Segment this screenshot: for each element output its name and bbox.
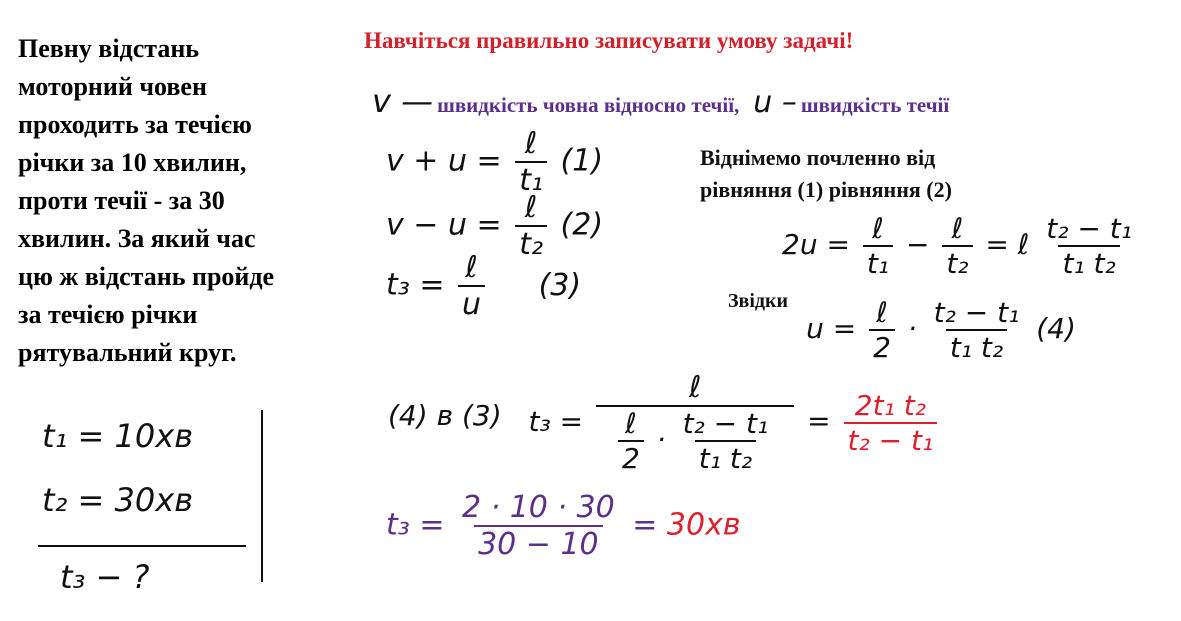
- 2u-f3-num: t₂ − t₁: [1046, 212, 1132, 245]
- hence-f1-den: 2: [869, 329, 895, 364]
- substitution-inner-num: ℓ: [625, 407, 637, 440]
- 2u-lhs: 2u =: [782, 228, 850, 261]
- problem-line: проти течії - за 30: [18, 186, 225, 215]
- given-t2: t₂ = 30хв: [42, 481, 194, 519]
- 2u-f1-den: t₁: [863, 245, 893, 280]
- 2u-f3-den: t₁ t₂: [1058, 245, 1119, 280]
- 2u-f2-den: t₂: [942, 245, 972, 280]
- hence-fraction-1: [869, 296, 895, 364]
- final-fraction: [458, 490, 619, 562]
- substitution-result: [844, 389, 938, 457]
- substitution-main-fraction: [596, 370, 794, 475]
- substitution-inner-den: 2: [618, 440, 644, 475]
- 2u-fraction-3: [1042, 212, 1136, 280]
- hence-dot: ·: [907, 312, 917, 345]
- eq3-num: ℓ: [465, 250, 478, 285]
- given-vertical-line: [261, 410, 263, 582]
- subtract-line-2: рівняння (1) рівняння (2): [700, 177, 952, 202]
- problem-line: рятувальний круг.: [18, 338, 237, 367]
- problem-line: проходить за течією: [18, 110, 252, 139]
- final-answer: 30хв: [666, 507, 741, 543]
- hence-tag: (4): [1036, 312, 1076, 345]
- final-row: [386, 490, 741, 562]
- eq2-den: t₂: [515, 225, 547, 262]
- substitution-inner-fraction-2: [679, 407, 773, 475]
- definitions: [372, 82, 949, 120]
- eq1-den: t₁: [515, 161, 547, 198]
- eq3-den: u: [458, 285, 485, 322]
- given-divider: [38, 545, 246, 547]
- eq1-left: v + u =: [386, 143, 502, 179]
- eq2-num: ℓ: [524, 190, 538, 225]
- equation-3: [386, 250, 581, 322]
- heading: Навчіться правильно записувати умову задачі!: [364, 28, 854, 53]
- v-definition: швидкість човна відносно течії,: [437, 93, 740, 117]
- subtract-line-1: Віднімемо почленно від: [700, 145, 936, 170]
- substitution-inner2-num: t₂ − t₁: [682, 407, 769, 440]
- substitution-lhs: t₃ =: [528, 404, 584, 438]
- substitution-inner2-den: t₁ t₂: [695, 440, 756, 475]
- eq3-left: t₃ =: [386, 267, 445, 303]
- 2u-minus: −: [905, 228, 930, 261]
- v-symbol: v —: [372, 82, 434, 120]
- substitution-main-den: [596, 405, 794, 475]
- eq1-num: ℓ: [524, 126, 538, 161]
- given-t3: t₃ − ?: [60, 558, 150, 596]
- 2u-f1-num: ℓ: [872, 212, 884, 245]
- hence-f2-num: t₂ − t₁: [933, 296, 1020, 329]
- problem-statement: [18, 30, 348, 372]
- equation-1: [386, 126, 603, 198]
- 2u-fraction-2: [942, 212, 972, 280]
- hence-f1-num: ℓ: [876, 296, 888, 329]
- hence-row: [728, 290, 1076, 364]
- hence-label: Звідки: [728, 290, 789, 312]
- u-symbol: u –: [753, 85, 797, 120]
- 2u-f2-num: ℓ: [951, 212, 964, 245]
- eq3-fraction: [458, 250, 485, 322]
- hence-equation: [806, 296, 1076, 364]
- given-block: [42, 404, 193, 532]
- hence-fraction-2: [930, 296, 1024, 364]
- substitution-eq: =: [807, 404, 831, 438]
- problem-line: моторний човен: [18, 72, 207, 101]
- subtract-text: [700, 142, 952, 206]
- substitution-row: [388, 370, 941, 475]
- final-eq: =: [632, 507, 658, 543]
- hence-f2-den: t₁ t₂: [946, 329, 1007, 364]
- problem-line: Певну відстань: [18, 34, 200, 63]
- eq3-label: (3): [538, 267, 582, 303]
- problem-line: річки за 10 хвилин,: [18, 148, 247, 177]
- eq1-label: (1): [560, 143, 604, 179]
- 2u-eq-l: = ℓ: [985, 228, 1030, 261]
- eq2-label: (2): [560, 207, 604, 243]
- final-den: 30 − 10: [474, 525, 603, 562]
- 2u-fraction-1: [863, 212, 893, 280]
- final-num: 2 · 10 · 30: [462, 490, 615, 525]
- eq1-fraction: [515, 126, 547, 198]
- given-t1: t₁ = 10хв: [42, 417, 194, 455]
- problem-line: цю ж відстань пройде: [18, 262, 275, 291]
- substitution-result-den: t₂ − t₁: [844, 422, 938, 457]
- problem-line: хвилин. За який час: [18, 224, 256, 253]
- substitution-result-num: 2t₁ t₂: [854, 388, 926, 422]
- equation-2u: [782, 212, 1140, 280]
- substitution-label: (4) в (3): [388, 398, 502, 432]
- u-definition: швидкість течії: [800, 93, 950, 117]
- substitution-dot: ·: [656, 423, 666, 456]
- eq2-left: v − u =: [386, 207, 502, 243]
- hence-lhs: u =: [806, 312, 857, 345]
- final-lhs: t₃ =: [386, 507, 445, 543]
- substitution-inner-fraction: [618, 407, 644, 475]
- substitution-main-num: ℓ: [688, 370, 702, 405]
- problem-line: за течією річки: [18, 300, 198, 329]
